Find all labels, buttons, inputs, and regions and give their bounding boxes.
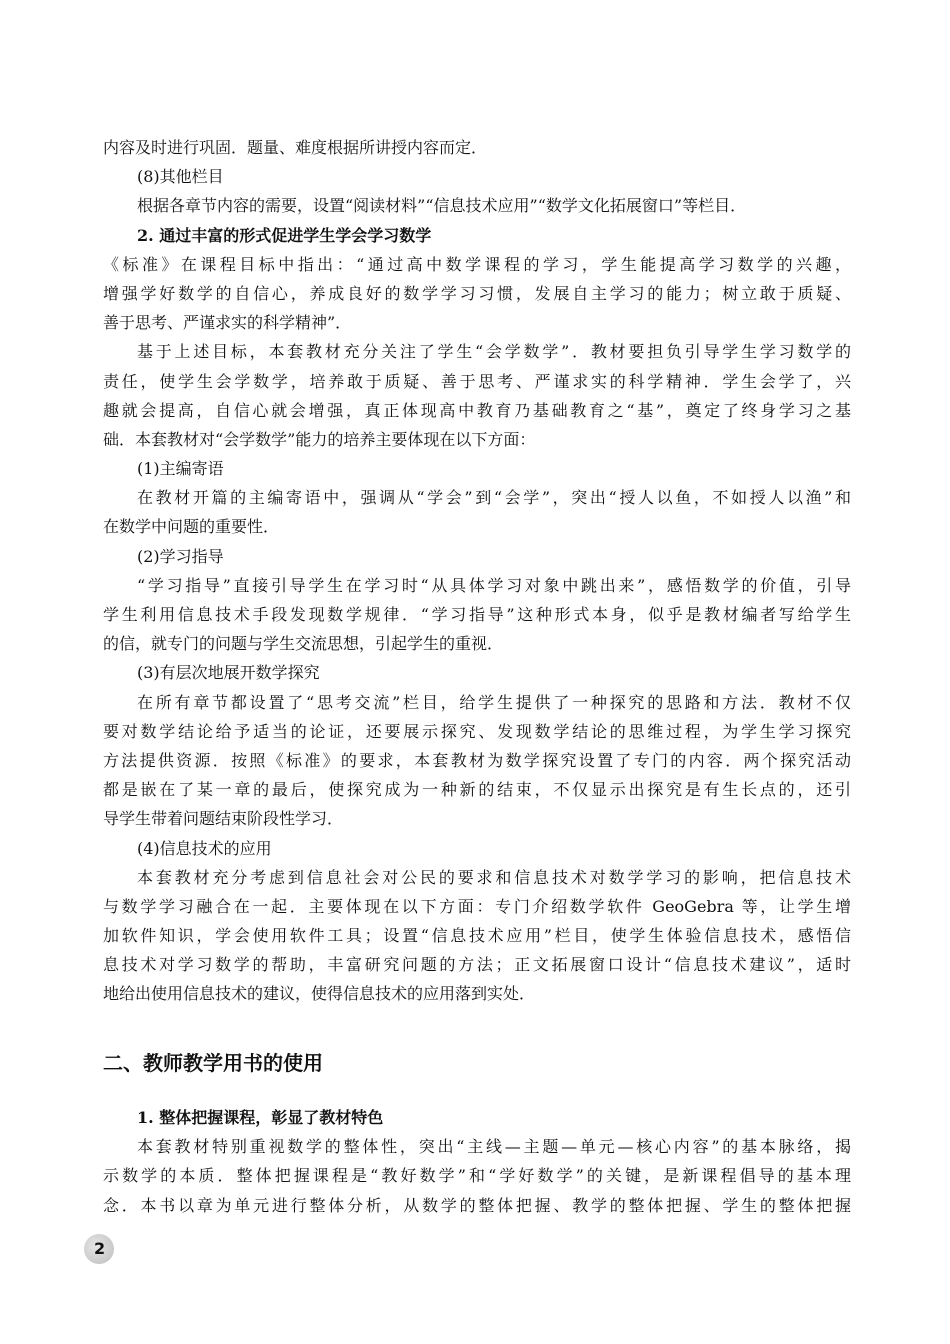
page-number: 2	[94, 1239, 106, 1258]
text-line: 础．本套教材对“会学数学”能力的培养主要体现在以下方面：	[103, 429, 536, 449]
text-line: 《标准》在课程目标中指出：“通过高中数学课程的学习，学生能提高学习数学的兴趣，	[103, 254, 851, 274]
text-line: 增强学好数学的自信心，养成良好的数学学习习惯，发展自主学习的能力；树立敢于质疑、	[103, 283, 851, 303]
text-line: 要对数学结论给予适当的论证，还要展示探究、发现数学结论的思维过程，为学生学习探究	[103, 721, 851, 741]
text-line: 基于上述目标，本套教材充分关注了学生“会学数学”．教材要担负引导学生学习数学的	[137, 342, 851, 362]
text-line: “学习指导”直接引导学生在学习时“从具体学习对象中跳出来”，感悟数学的价值，引导	[137, 575, 851, 595]
text-line: 责任，使学生会学数学，培养敢于质疑、善于思考、严谨求实的科学精神．学生会学了，兴	[103, 371, 851, 391]
text-line: 方法提供资源．按照《标准》的要求，本套教材为数学探究设置了专门的内容．两个探究活动	[103, 750, 851, 770]
text-line: (1)主编寄语	[137, 459, 224, 479]
text-line: 本套教材特别重视数学的整体性，突出“主线—主题—单元—核心内容”的基本脉络，揭	[137, 1137, 851, 1157]
text-line: 本套教材充分考虑到信息社会对公民的要求和信息技术对数学学习的影响，把信息技术	[137, 867, 851, 887]
text-line: (2)学习指导	[137, 546, 224, 566]
text-line: 根据各章节内容的需要，设置“阅读材料”“信息技术应用”“数学文化拓展窗口”等栏目．	[137, 196, 747, 216]
text-line: 在教材开篇的主编寄语中，强调从“学会”到“会学”，突出“授人以鱼，不如授人以渔”和	[137, 488, 851, 508]
page-number-badge	[84, 1234, 122, 1264]
text-line: 加软件知识，学会使用软件工具；设置“信息技术应用”栏目，使学生体验信息技术，感悟信	[103, 926, 851, 946]
text-line: 善于思考、严谨求实的科学精神”．	[103, 313, 352, 333]
text-line: 的信，就专门的问题与学生交流思想，引起学生的重视．	[103, 634, 504, 654]
text-line: 趣就会提高，自信心就会增强，真正体现高中教育乃基础教育之“基”，奠定了终身学习之基	[103, 400, 851, 420]
text-line: 2. 通过丰富的形式促进学生学会学习数学	[137, 225, 432, 245]
text-line: (3)有层次地展开数学探究	[137, 663, 320, 683]
text-line: 学生利用信息技术手段发现数学规律．“学习指导”这种形式本身，似乎是教材编者写给学生	[103, 605, 851, 624]
body-text-block-1	[103, 133, 851, 1009]
text-line: 地给出使用信息技术的建议，使得信息技术的应用落到实处．	[103, 984, 536, 1004]
body-text-block-2	[103, 1103, 851, 1220]
text-line: 导学生带着问题结束阶段性学习．	[103, 809, 344, 829]
text-line: 在数学中问题的重要性．	[103, 517, 280, 537]
text-line: 在所有章节都设置了“思考交流”栏目，给学生提供了一种探究的思路和方法．教材不仅	[137, 692, 851, 712]
text-line: 示数学的本质．整体把握课程是“教好数学”和“学好数学”的关键，是新课程倡导的基本理	[103, 1166, 851, 1186]
text-line: 都是嵌在了某一章的最后，使探究成为一种新的结束，不仅显示出探究是有生长点的，还引	[103, 780, 851, 800]
section-title: 二、教师教学用书的使用	[103, 1051, 323, 1075]
text-line: (4)信息技术的应用	[137, 838, 272, 858]
text-line: 1. 整体把握课程，彰显了教材特色	[137, 1108, 384, 1127]
text-line: 念．本书以章为单元进行整体分析，从数学的整体把握、教学的整体把握、学生的整体把握	[103, 1195, 851, 1215]
text-line: 与数学学习融合在一起．主要体现在以下方面：专门介绍数学软件 GeoGebra 等，让学生增	[103, 896, 851, 916]
text-line: 内容及时进行巩固．题量、难度根据所讲授内容而定．	[103, 138, 488, 157]
text-line: (8)其他栏目	[137, 167, 224, 187]
text-line: 息技术对学习数学的帮助，丰富研究问题的方法；正文拓展窗口设计“信息技术建议”，适时	[103, 955, 851, 975]
